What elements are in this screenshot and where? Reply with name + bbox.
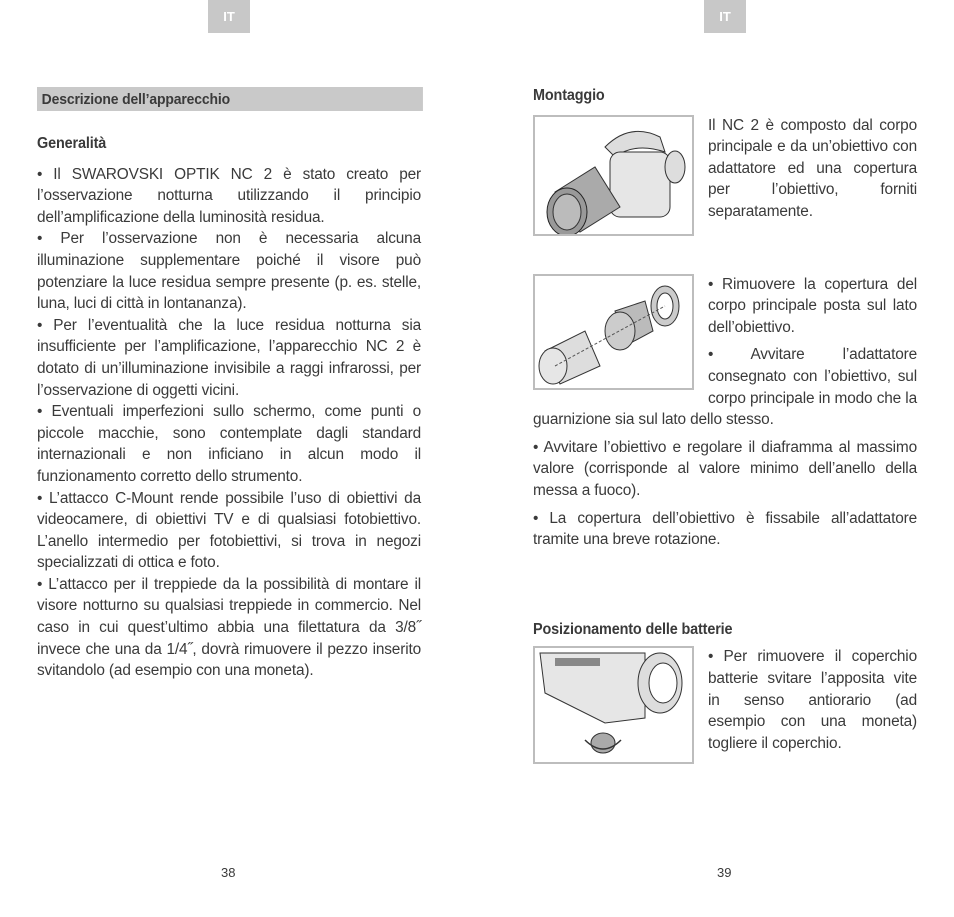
- language-tab: IT: [208, 0, 250, 33]
- paragraph: • L’attacco C-Mount rende possibile l’uso di obiettivi da videocamere, di obiettivi TV e di qualsiasi fotobiettivo. L’anello intermedio per fotobiettivi, si trova in negozi specializzati di ottica e foto.: [37, 489, 421, 572]
- language-tab: IT: [704, 0, 746, 33]
- montaggio-step: • Rimuovere la copertura del corpo principale posta sul lato dell’obiettivo.: [708, 275, 917, 336]
- paragraph: • Eventuali imperfezioni sullo schermo, come punti o piccole macchie, sono contemplate dagli standard internazionali e non inficiano in alcun modo il funzionamento corretto dello strumento.: [37, 403, 421, 485]
- paragraph: • Per l’osservazione non è necessaria alcuna illuminazione supplementare poiché il visore può potenziare la luce residua sempre presente (p. es. stelle, luna, luci di città in lontananza).: [37, 230, 421, 313]
- paragraph: • Il SWAROVSKI OPTIK NC 2 è stato creato per l’osservazione notturna utilizzando il principio dell’amplificazione della luminosità residua.: [37, 165, 421, 226]
- batterie-title: Posizionamento delle batterie: [533, 620, 733, 638]
- subtitle: Generalità: [37, 135, 107, 152]
- montaggio-title: Montaggio: [533, 87, 605, 104]
- page-number: 39: [717, 865, 732, 880]
- left-page: [37, 87, 421, 682]
- paragraph: • Per l’eventualità che la luce residua notturna sia insufficiente per l’amplificazione, l’apparecchio NC 2 è dotato di un’illuminazione invisibile a raggi infrarossi, per l’osservazione di oggetti vicini.: [37, 316, 421, 399]
- battery-illustration: [533, 646, 694, 764]
- montaggio-step: • Avvitare l’obiettivo e regolare il diaframma al massimo valore (corrisponde al valore minimo dell’anello della messa a fuoco).: [533, 438, 917, 499]
- right-page: [533, 85, 917, 770]
- paragraph: • L’attacco per il treppiede da la possibilità di montare il visore notturno su qualsiasi treppiede in commercio. Nel caso in cui quest’ultimo abbia una filettatura da 3/8˝ invece che una da 1/4˝, dovrà rimuovere il pezzo inserito svitandolo (ad esempio con una moneta).: [37, 575, 421, 680]
- batterie-text: • Per rimuovere il coperchio batterie svitare l’apposita vite in senso antiorario (ad esempio con una moneta) togliere il coperchio.: [708, 648, 917, 752]
- page-number: 38: [221, 865, 236, 880]
- montaggio-step: • Avvitare l’adattatore consegnato con l’obiettivo, sul corpo principale in modo che la guarnizione sia sul lato dello stesso.: [533, 346, 917, 429]
- section-title: Descrizione dell’apparecchio: [37, 87, 423, 111]
- montaggio-intro: Il NC 2 è composto dal corpo principale e da un’obiettivo con adattatore ed una copertura per l’obiettivo, forniti separatamente.: [708, 116, 917, 220]
- device-illustration: [533, 115, 694, 236]
- assembly-illustration: [533, 274, 694, 390]
- montaggio-step: • La copertura dell’obiettivo è fissabile all’adattatore tramite una breve rotazione.: [533, 509, 917, 549]
